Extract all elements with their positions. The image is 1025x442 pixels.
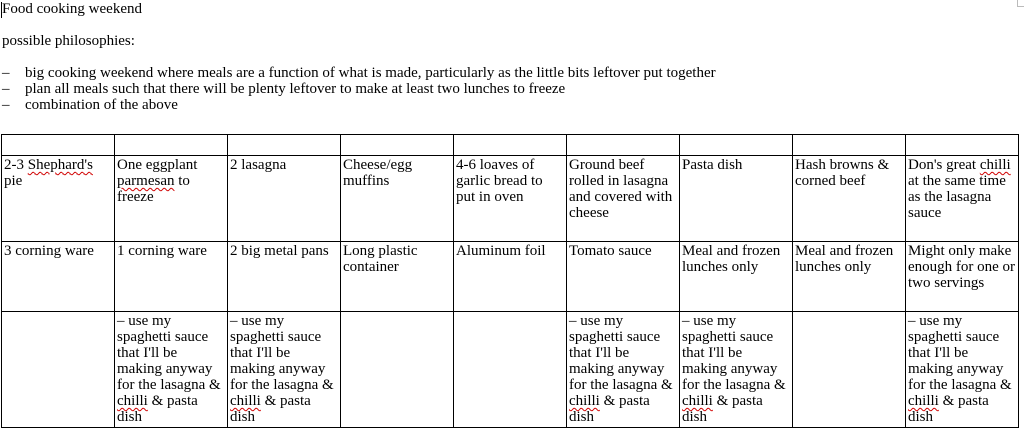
- table-cell[interactable]: [454, 242, 567, 312]
- spellcheck-flagged-word[interactable]: chilli: [230, 393, 261, 409]
- list-item[interactable]: [0, 65, 716, 81]
- table-cell[interactable]: [115, 312, 228, 428]
- cell-text: Don's great: [908, 157, 980, 173]
- list-item[interactable]: [0, 81, 716, 97]
- cell-text: Aluminum foil: [456, 243, 546, 259]
- table-cell[interactable]: [454, 156, 567, 242]
- cell-text: & pasta dish: [682, 393, 763, 425]
- cell-text: 2-3: [4, 157, 28, 173]
- table-cell[interactable]: [680, 156, 793, 242]
- spellcheck-flagged-word[interactable]: chilli: [569, 393, 600, 409]
- spellcheck-flagged-word[interactable]: chilli: [117, 393, 148, 409]
- cell-text: – use my spaghetti sauce that I'll be making anyway for the lasagna &: [569, 313, 673, 393]
- list-item-text: combination of the above: [25, 97, 178, 113]
- table-cell[interactable]: [341, 312, 454, 428]
- table-cell[interactable]: [906, 156, 1019, 242]
- cell-text: Pasta dish: [682, 157, 743, 173]
- table-cell[interactable]: [228, 135, 341, 156]
- table-cell[interactable]: [2, 135, 115, 156]
- table-cell[interactable]: [567, 312, 680, 428]
- table-cell[interactable]: [906, 312, 1019, 428]
- cell-text: pie: [4, 173, 23, 189]
- cell-text: Long plastic container: [343, 243, 418, 275]
- cell-text: Cheese/egg muffins: [343, 157, 413, 189]
- document-title[interactable]: Food cooking weekend: [2, 1, 142, 17]
- list-item[interactable]: [0, 97, 716, 113]
- spellcheck-flagged-word[interactable]: Shephard's: [27, 157, 93, 173]
- cell-text: – use my spaghetti sauce that I'll be making anyway for the lasagna &: [230, 313, 334, 393]
- page-corner-mark: [1017, 0, 1024, 7]
- cell-text: 4-6 loaves of garlic bread to put in oven: [456, 157, 543, 205]
- bullet-marker: –: [2, 65, 10, 81]
- table-cell[interactable]: [115, 135, 228, 156]
- table-cell[interactable]: [2, 312, 115, 428]
- table-cell[interactable]: [341, 135, 454, 156]
- cell-text: 1 corning ware: [117, 243, 207, 259]
- spellcheck-flagged-word[interactable]: chilli: [682, 393, 713, 409]
- table-cell[interactable]: [793, 312, 906, 428]
- document-subtitle[interactable]: possible philosophies:: [2, 33, 135, 49]
- table-cell[interactable]: [567, 135, 680, 156]
- cell-text: Might only make enough for one or two servings: [908, 243, 1016, 291]
- table-row: [2, 242, 1019, 312]
- table-header-spacer-row: [2, 135, 1019, 156]
- spellcheck-flagged-word[interactable]: parmesan: [117, 173, 175, 189]
- list-item-text: plan all meals such that there will be plenty leftover to make at least two lunches to freeze: [25, 81, 566, 97]
- table-cell[interactable]: [906, 135, 1019, 156]
- table-cell[interactable]: [2, 242, 115, 312]
- table-cell[interactable]: [115, 156, 228, 242]
- cell-text: – use my spaghetti sauce that I'll be making anyway for the lasagna &: [908, 313, 1012, 393]
- cell-text: & pasta dish: [230, 393, 311, 425]
- cell-text: Tomato sauce: [569, 243, 652, 259]
- table-cell[interactable]: [680, 242, 793, 312]
- bullet-marker: –: [2, 97, 10, 113]
- cell-text: Ground beef rolled in lasagna and covered with cheese: [569, 157, 673, 221]
- table-cell[interactable]: [228, 312, 341, 428]
- philosophy-list: [0, 65, 716, 113]
- cell-text: – use my spaghetti sauce that I'll be making anyway for the lasagna &: [682, 313, 786, 393]
- cell-text: & pasta dish: [908, 393, 989, 425]
- table-cell[interactable]: [2, 156, 115, 242]
- table-cell[interactable]: [454, 312, 567, 428]
- table-cell[interactable]: [793, 135, 906, 156]
- spellcheck-flagged-word[interactable]: chilli: [979, 157, 1011, 173]
- table-cell[interactable]: [906, 242, 1019, 312]
- cell-text: 2 lasagna: [230, 157, 287, 173]
- meal-plan-table: [1, 134, 1019, 428]
- cell-text: 2 big metal pans: [230, 243, 329, 259]
- list-item-text: big cooking weekend where meals are a function of what is made, particularly as the little bits leftover put together: [25, 65, 716, 81]
- cell-text: to freeze: [117, 173, 190, 205]
- table-cell[interactable]: [115, 242, 228, 312]
- cell-text: & pasta dish: [569, 393, 650, 425]
- table-cell[interactable]: [680, 312, 793, 428]
- cell-text: Meal and frozen lunches only: [682, 243, 781, 275]
- cell-text: Hash browns & corned beef: [795, 157, 890, 189]
- table-cell[interactable]: [341, 242, 454, 312]
- cell-text: One eggplant: [117, 157, 198, 173]
- cell-text: at the same time as the lasagna sauce: [908, 173, 1006, 221]
- cell-text: – use my spaghetti sauce that I'll be making anyway for the lasagna &: [117, 313, 221, 393]
- table-row: [2, 312, 1019, 428]
- table-cell[interactable]: [341, 156, 454, 242]
- table-cell[interactable]: [793, 156, 906, 242]
- cell-text: & pasta dish: [117, 393, 198, 425]
- table-cell[interactable]: [567, 156, 680, 242]
- spellcheck-flagged-word[interactable]: chilli: [908, 393, 939, 409]
- cell-text: Meal and frozen lunches only: [795, 243, 894, 275]
- table-cell[interactable]: [228, 242, 341, 312]
- table-row: [2, 156, 1019, 242]
- table-cell[interactable]: [228, 156, 341, 242]
- table-cell[interactable]: [793, 242, 906, 312]
- table-cell[interactable]: [567, 242, 680, 312]
- table-cell[interactable]: [680, 135, 793, 156]
- cell-text: 3 corning ware: [4, 243, 94, 259]
- bullet-marker: –: [2, 81, 10, 97]
- table-cell[interactable]: [454, 135, 567, 156]
